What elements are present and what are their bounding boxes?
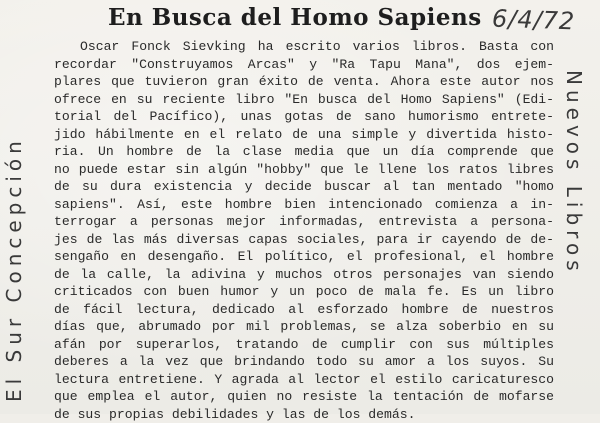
handwritten-date: 6/4/72 [492, 5, 576, 36]
article-line: Oscar Fonck Sievking ha escrito varios libros. Basta con [54, 38, 554, 56]
article-line: afán por superarlos, tratando de cumplir con sus múltiples [54, 336, 554, 354]
article-line: jido hábilmente en el relato de una simple y divertida histo- [54, 126, 554, 144]
article-line: de fácil lectura, dedicado al esforzado hombre de nuestros [54, 301, 554, 319]
article-line: recordar "Construyamos Arcas" y "Ra Tapu Mana", dos ejem- [54, 56, 554, 74]
article-line: deberes a la vez que brindando todo su amor a los suyos. Su [54, 353, 554, 371]
handwritten-section-note: Nuevos Libros [562, 70, 586, 276]
headline: En Busca del Homo Sapiens [108, 4, 482, 31]
article-line: sengaño en desengaño. El político, el profesional, el hombre [54, 248, 554, 266]
article-line: criticados con buen humor y un poco de mala fe. Es un libro [54, 283, 554, 301]
article-line: días que, abrumado por mil problemas, se alza soberbio en su [54, 318, 554, 336]
article-line: no puede estar sin algún "hobby" que le llene los ratos libres [54, 161, 554, 179]
handwritten-source-note: El Sur Concepción [2, 136, 26, 402]
article-line: plares que tuvieron gran éxito de venta. Ahora este autor nos [54, 73, 554, 91]
article-line: terrogar a personas mejor informadas, entrevista a persona- [54, 213, 554, 231]
article-line: lectura entretiene. Y agrada al lector el estilo caricaturesco [54, 371, 554, 389]
article-line: de la calle, la adivina y muchos otros personajes van siendo [54, 266, 554, 284]
article-line: que emplea el autor, quien no resiste la tentación de mofarse [54, 388, 554, 406]
article-line: ria. Un hombre de la clase media que un día comprende que [54, 143, 554, 161]
article-line: ofrece en su reciente libro "En busca del Homo Sapiens" (Edi- [54, 91, 554, 109]
article-line: sapiens". Así, este hombre bien intencionado comienza a in- [54, 196, 554, 214]
article-line: torial del Pacífico), unas gotas de sano humorismo entrete- [54, 108, 554, 126]
article-line: de su dura existencia y decide buscar al tan mentado "homo [54, 178, 554, 196]
article-line: de sus propias debilidades y las de los demás. [54, 406, 554, 423]
article-body [54, 38, 554, 423]
article-line: jes de las más diversas capas sociales, para ir cayendo de de- [54, 231, 554, 249]
